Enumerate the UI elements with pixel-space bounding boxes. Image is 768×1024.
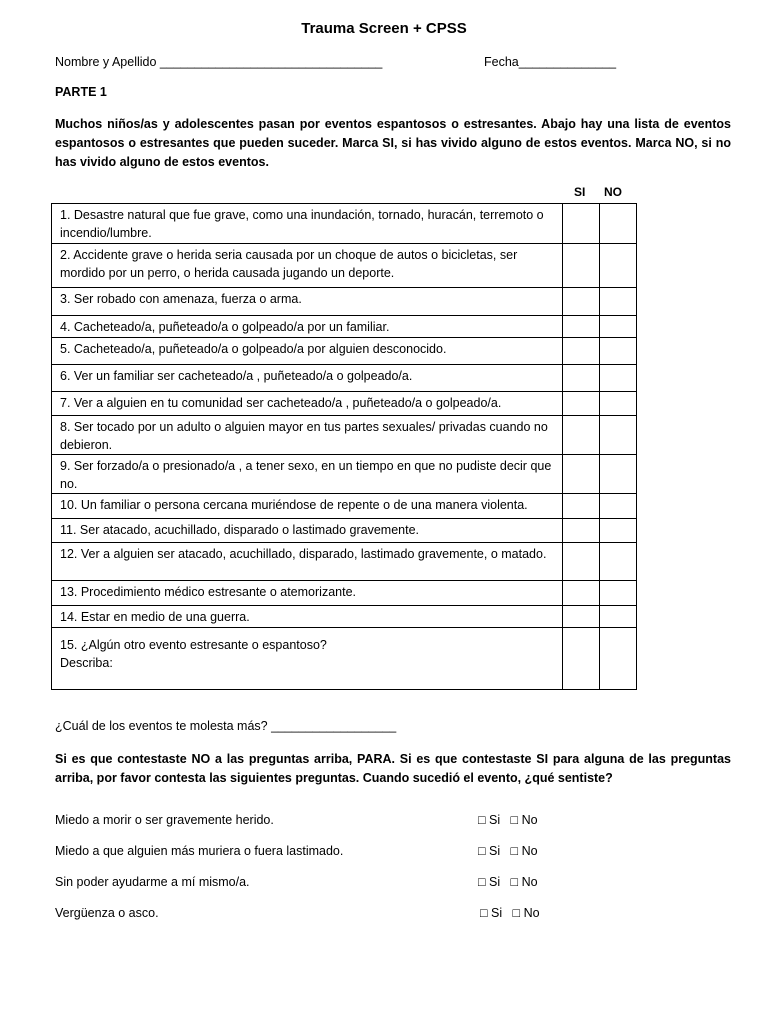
si-no-checkboxes[interactable]: □ Si □ No xyxy=(478,844,538,858)
instructions-paragraph: Si es que contestaste NO a las preguntas arriba, PARA. Si es que contestaste SI para alguna de las preguntas arriba, por favor contesta las siguientes preguntas. Cuando sucedió el evento, ¿qué sentiste? xyxy=(55,752,731,785)
si-no-checkboxes[interactable]: □ Si □ No xyxy=(480,906,540,920)
si-answer-cell[interactable] xyxy=(563,244,600,288)
table-row xyxy=(52,365,637,392)
event-text: 9. Ser forzado/a o presionado/a , a tener sexo, en un tiempo en que no pudiste decir que no. xyxy=(52,455,563,494)
si-answer-cell[interactable] xyxy=(563,519,600,543)
no-answer-cell[interactable] xyxy=(600,316,637,338)
no-answer-cell[interactable] xyxy=(600,628,637,690)
part-heading: PARTE 1 xyxy=(55,85,107,99)
no-answer-cell[interactable] xyxy=(600,494,637,519)
si-answer-cell[interactable] xyxy=(563,204,600,244)
no-answer-cell[interactable] xyxy=(600,581,637,606)
no-answer-cell[interactable] xyxy=(600,288,637,316)
column-header-no: NO xyxy=(604,185,622,199)
event-text: 3. Ser robado con amenaza, fuerza o arma. xyxy=(52,288,563,316)
table-row xyxy=(52,416,637,455)
event-text: 11. Ser atacado, acuchillado, disparado o lastimado gravemente. xyxy=(52,519,563,543)
feeling-label: Miedo a que alguien más muriera o fuera lastimado. xyxy=(55,844,344,858)
event-text: 1. Desastre natural que fue grave, como una inundación, tornado, huracán, terremoto o incendio/lumbre. xyxy=(52,204,563,244)
table-row xyxy=(52,392,637,416)
table-row xyxy=(52,338,637,365)
event-text: 7. Ver a alguien en tu comunidad ser cacheteado/a , puñeteado/a o golpeado/a. xyxy=(52,392,563,416)
si-answer-cell[interactable] xyxy=(563,338,600,365)
si-answer-cell[interactable] xyxy=(563,288,600,316)
si-answer-cell[interactable] xyxy=(563,581,600,606)
no-answer-cell[interactable] xyxy=(600,204,637,244)
intro-paragraph: Muchos niños/as y adolescentes pasan por eventos espantosos o estresantes. Abajo hay una lista de eventos espantosos o estresantes que pueden suceder. Marca SI, si has vivido alguno de estos eventos. Marca NO, si no has vivido alguno de estos eventos. xyxy=(55,117,731,169)
feeling-label: Sin poder ayudarme a mí mismo/a. xyxy=(55,875,250,889)
column-header-si: SI xyxy=(574,185,586,199)
table-row xyxy=(52,606,637,628)
si-answer-cell[interactable] xyxy=(563,628,600,690)
si-no-checkboxes[interactable]: □ Si □ No xyxy=(478,875,538,889)
no-answer-cell[interactable] xyxy=(600,244,637,288)
table-row xyxy=(52,316,637,338)
date-field-label: Fecha______________ xyxy=(484,55,617,69)
event-text: 12. Ver a alguien ser atacado, acuchillado, disparado, lastimado gravemente, o matado. xyxy=(52,543,563,581)
table-row xyxy=(52,244,637,288)
event-text: 6. Ver un familiar ser cacheteado/a , puñeteado/a o golpeado/a. xyxy=(52,365,563,392)
si-no-checkboxes[interactable]: □ Si □ No xyxy=(478,813,538,827)
si-answer-cell[interactable] xyxy=(563,494,600,519)
si-answer-cell[interactable] xyxy=(563,365,600,392)
table-row xyxy=(52,288,637,316)
event-text: 13. Procedimiento médico estresante o atemorizante. xyxy=(52,581,563,606)
table-row xyxy=(52,455,637,494)
no-answer-cell[interactable] xyxy=(600,606,637,628)
si-answer-cell[interactable] xyxy=(563,416,600,455)
event-text: 5. Cacheteado/a, puñeteado/a o golpeado/a por alguien desconocido. xyxy=(52,338,563,365)
no-answer-cell[interactable] xyxy=(600,519,637,543)
si-answer-cell[interactable] xyxy=(563,543,600,581)
event-text: 4. Cacheteado/a, puñeteado/a o golpeado/a por un familiar. xyxy=(52,316,563,338)
table-row xyxy=(52,581,637,606)
event-text: 14. Estar en medio de una guerra. xyxy=(52,606,563,628)
no-answer-cell[interactable] xyxy=(600,338,637,365)
table-row xyxy=(52,204,637,244)
events-table xyxy=(51,203,637,690)
no-answer-cell[interactable] xyxy=(600,365,637,392)
event-text: 15. ¿Algún otro evento estresante o espantoso? Describa: xyxy=(52,628,563,690)
si-answer-cell[interactable] xyxy=(563,316,600,338)
event-text: 8. Ser tocado por un adulto o alguien mayor en tus partes sexuales/ privadas cuando no debieron. xyxy=(52,416,563,455)
most-bothering-event-question: ¿Cuál de los eventos te molesta más? __________________ xyxy=(55,719,397,733)
si-answer-cell[interactable] xyxy=(563,606,600,628)
form-title: Trauma Screen + CPSS xyxy=(301,20,467,37)
event-text: 2. Accidente grave o herida seria causada por un choque de autos o bicicletas, ser mordido por un perro, o herida causada jugando un deporte. xyxy=(52,244,563,288)
feeling-label: Vergüenza o asco. xyxy=(55,906,159,920)
no-answer-cell[interactable] xyxy=(600,543,637,581)
table-row xyxy=(52,494,637,519)
no-answer-cell[interactable] xyxy=(600,416,637,455)
no-answer-cell[interactable] xyxy=(600,392,637,416)
table-row xyxy=(52,519,637,543)
table-row xyxy=(52,628,637,690)
name-field-label: Nombre y Apellido ________________________________ xyxy=(55,55,383,69)
no-answer-cell[interactable] xyxy=(600,455,637,494)
table-row xyxy=(52,543,637,581)
feeling-label: Miedo a morir o ser gravemente herido. xyxy=(55,813,274,827)
event-text: 10. Un familiar o persona cercana muriéndose de repente o de una manera violenta. xyxy=(52,494,563,519)
si-answer-cell[interactable] xyxy=(563,455,600,494)
si-answer-cell[interactable] xyxy=(563,392,600,416)
